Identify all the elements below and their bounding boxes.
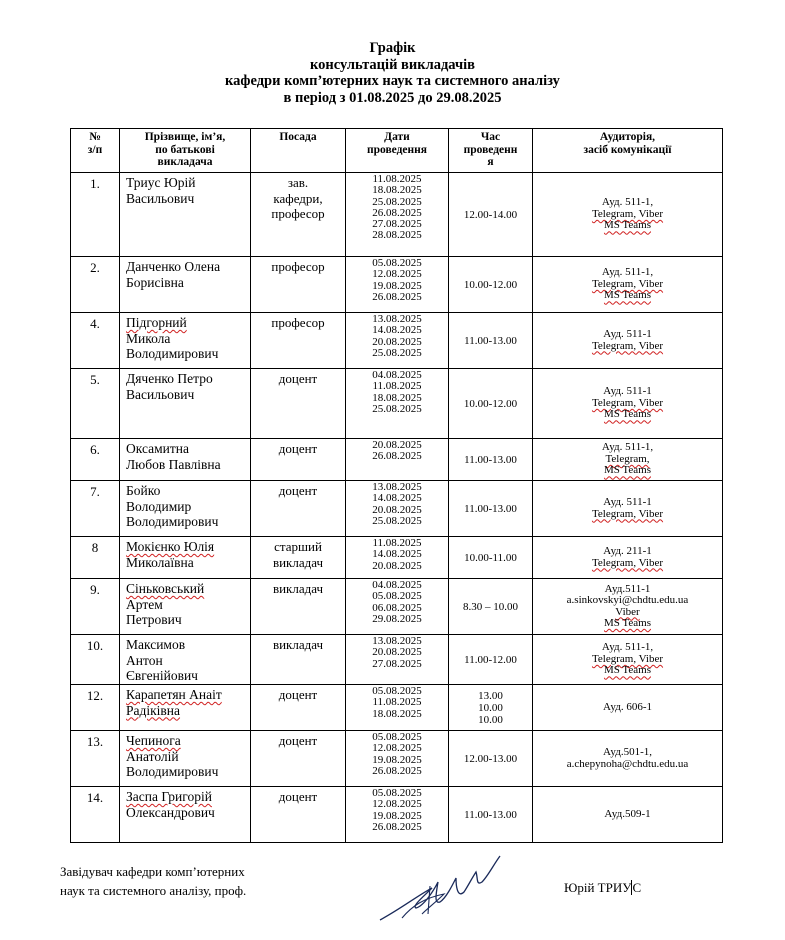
auditorium-communication-line: Ауд. 511-1 xyxy=(603,496,652,508)
consultation-time xyxy=(449,313,533,369)
consultation-time-line: 10.00-12.00 xyxy=(463,397,518,410)
teacher-name-line: Сіньковський xyxy=(126,581,205,596)
auditorium-communication xyxy=(533,439,723,481)
consultation-time xyxy=(449,685,533,731)
teacher-name-line: Олександрович xyxy=(126,804,215,820)
teacher-name-line: Миколаївна xyxy=(126,554,194,570)
teacher-position xyxy=(251,537,346,579)
consultation-dates xyxy=(346,173,449,257)
teacher-name-line: Дяченко Петро xyxy=(126,371,213,386)
teacher-name-line: Оксамитна xyxy=(126,441,190,456)
auditorium-communication xyxy=(533,313,723,369)
auditorium-communication-line: a.chepynoha@chdtu.edu.ua xyxy=(566,757,689,770)
consultation-time-line: 11.00-13.00 xyxy=(464,808,517,821)
title-line-3: кафедри комп’ютерних наук та системного аналізу xyxy=(225,73,560,89)
auditorium-communication-line: Ауд.509-1 xyxy=(604,807,651,820)
teacher-position-line: кафедри, xyxy=(273,190,323,206)
teacher-position-line: професор xyxy=(271,315,325,330)
consultation-time xyxy=(449,537,533,579)
consultation-time xyxy=(449,369,533,439)
row-number: 10. xyxy=(71,635,120,685)
auditorium-communication-line: Ауд. 606-1 xyxy=(603,700,652,713)
teacher-name-line: Володимирович xyxy=(126,346,219,361)
consultation-dates-line: 28.08.2025 xyxy=(372,229,422,242)
teacher-position-line: доцент xyxy=(278,441,318,456)
auditorium-communication-line: Telegram, Viber xyxy=(591,507,664,520)
teacher-name-line: Любов Павлівна xyxy=(126,456,221,472)
consultation-time xyxy=(449,257,533,313)
header-name xyxy=(120,129,251,173)
consultation-time-line: 12.00-13.00 xyxy=(463,752,518,765)
consultation-dates-line: 04.08.2025 xyxy=(372,579,422,591)
teacher-name-line: Бойко xyxy=(126,483,161,498)
teacher-position-line: професор xyxy=(271,259,325,274)
header-line: Час xyxy=(480,131,501,143)
consultation-dates-line: 11.08.2025 xyxy=(372,537,422,549)
consultation-dates-line: 13.08.2025 xyxy=(372,313,422,325)
auditorium-communication xyxy=(533,173,723,257)
consultation-dates-line: 11.08.2025 xyxy=(372,173,422,185)
auditorium-communication xyxy=(533,481,723,537)
table-row xyxy=(71,787,723,843)
auditorium-communication-line: Ауд. 511-1 xyxy=(603,385,652,398)
auditorium-communication xyxy=(533,537,723,579)
auditorium-communication xyxy=(533,257,723,313)
consultation-dates xyxy=(346,685,449,731)
signatory-title-line-1: Завідувач кафедри комп’ютерних xyxy=(60,864,245,879)
auditorium-communication xyxy=(533,685,723,731)
consultation-dates-line: 20.08.2025 xyxy=(372,559,422,572)
teacher-name-line: Мокієнко Юлія xyxy=(126,539,215,554)
table-header-row xyxy=(71,129,723,173)
teacher-position-line: зав. xyxy=(287,175,309,190)
teacher-position xyxy=(251,313,346,369)
auditorium-communication-line: Ауд. 511-1, xyxy=(601,266,654,279)
header-dates xyxy=(346,129,449,173)
teacher-position xyxy=(251,579,346,635)
consultation-dates-line: 18.08.2025 xyxy=(372,707,422,720)
teacher-name xyxy=(120,313,251,369)
auditorium-communication-line: Telegram, Viber xyxy=(591,396,664,409)
teacher-name-line: Карапетян Анаіт xyxy=(126,687,222,702)
teacher-name-line: Володимирович xyxy=(126,764,219,779)
consultation-dates-line: 05.08.2025 xyxy=(372,685,422,697)
row-number: 8 xyxy=(71,537,120,579)
table-row xyxy=(71,257,723,313)
teacher-position xyxy=(251,369,346,439)
table-body xyxy=(71,173,723,843)
consultation-time-line: 11.00-13.00 xyxy=(464,502,517,515)
teacher-position-line: доцент xyxy=(278,687,318,702)
auditorium-communication xyxy=(533,579,723,635)
title-line-4: в період з 01.08.2025 до 29.08.2025 xyxy=(283,89,502,106)
handwritten-signature xyxy=(372,848,512,928)
teacher-name xyxy=(120,257,251,313)
auditorium-communication-line: Ауд. 511-1, xyxy=(601,441,654,454)
teacher-name-line: Підгорний xyxy=(126,315,187,330)
consultation-time-line: 10.00 xyxy=(478,713,503,726)
auditorium-communication-line: Telegram, Viber xyxy=(591,277,664,290)
teacher-name-line: Артем xyxy=(126,596,163,612)
row-number: 9. xyxy=(71,579,120,635)
consultation-dates-line: 27.08.2025 xyxy=(372,657,422,670)
consultation-time xyxy=(449,731,533,787)
teacher-name-line: Євгенійович xyxy=(126,668,198,683)
signatory-title-line-2: наук та системного аналізу, проф. xyxy=(60,883,247,898)
consultation-dates-line: 14.08.2025 xyxy=(372,324,422,337)
header-num xyxy=(71,129,120,173)
auditorium-communication-line: a.sinkovskyi@chdtu.edu.ua xyxy=(566,594,689,606)
teacher-name-line: Анатолій xyxy=(126,748,179,764)
auditorium-communication xyxy=(533,731,723,787)
consultation-dates-line: 12.08.2025 xyxy=(372,268,422,281)
header-line: № xyxy=(89,131,101,143)
teacher-name xyxy=(120,635,251,685)
consultation-dates-line: 11.08.2025 xyxy=(372,380,422,393)
teacher-position xyxy=(251,787,346,843)
teacher-name xyxy=(120,173,251,257)
consultation-dates-line: 26.08.2025 xyxy=(372,764,422,777)
consultation-dates-line: 26.08.2025 xyxy=(372,290,422,303)
signatory-name xyxy=(564,880,641,896)
header-line: Прізвище, ім’я, xyxy=(144,131,226,143)
teacher-name-line: Максимов xyxy=(126,637,186,652)
teacher-name xyxy=(120,787,251,843)
consultation-dates-line: 04.08.2025 xyxy=(372,369,422,381)
consultation-dates-line: 11.08.2025 xyxy=(372,696,422,709)
consultation-dates xyxy=(346,481,449,537)
consultation-time xyxy=(449,481,533,537)
consultation-dates-line: 25.08.2025 xyxy=(372,402,422,415)
teacher-position xyxy=(251,635,346,685)
consultation-time xyxy=(449,439,533,481)
consultation-dates-line: 05.08.2025 xyxy=(372,590,422,603)
consultation-dates-line: 05.08.2025 xyxy=(372,731,422,743)
consultation-dates-line: 19.08.2025 xyxy=(372,279,422,292)
row-number: 12. xyxy=(71,685,120,731)
teacher-name xyxy=(120,685,251,731)
consultation-dates-line: 12.08.2025 xyxy=(372,742,422,755)
header-line: я xyxy=(487,156,494,168)
header-time xyxy=(449,129,533,173)
signatory-title xyxy=(60,862,246,900)
consultation-dates xyxy=(346,313,449,369)
teacher-name-line: Микола xyxy=(126,330,171,346)
teacher-name xyxy=(120,369,251,439)
consultation-dates-line: 19.08.2025 xyxy=(372,809,422,822)
row-number: 5. xyxy=(71,369,120,439)
auditorium-communication-line: Ауд.501-1, xyxy=(603,746,652,758)
consultation-dates-line: 13.08.2025 xyxy=(372,481,422,493)
row-number: 2. xyxy=(71,257,120,313)
consultation-time xyxy=(449,579,533,635)
teacher-name-line: Володимирович xyxy=(126,514,219,529)
row-number: 6. xyxy=(71,439,120,481)
consultation-dates-line: 20.08.2025 xyxy=(372,335,422,348)
teacher-position-line: викладач xyxy=(272,637,324,652)
consultation-dates-line: 25.08.2025 xyxy=(372,346,422,359)
row-number: 13. xyxy=(71,731,120,787)
teacher-position xyxy=(251,685,346,731)
consultation-dates-line: 19.08.2025 xyxy=(372,753,422,766)
title-line-1: Графік xyxy=(369,40,416,56)
consultation-dates-line: 25.08.2025 xyxy=(372,195,422,208)
header-line: з/п xyxy=(87,143,103,156)
consultation-time-line: 12.00-14.00 xyxy=(463,208,518,221)
row-number: 14. xyxy=(71,787,120,843)
consultation-dates-line: 27.08.2025 xyxy=(372,218,422,231)
header-line: Аудиторія, xyxy=(599,131,656,143)
signatory-name-text: Юрій ТРИУ xyxy=(564,880,632,895)
table-row xyxy=(71,635,723,685)
header-line: засіб комунікації xyxy=(583,143,672,156)
teacher-position xyxy=(251,731,346,787)
teacher-name-line: Володимир xyxy=(126,498,192,514)
table-row xyxy=(71,313,723,369)
teacher-name-line: Триус Юрій xyxy=(126,175,196,190)
auditorium-communication-line: MS Teams xyxy=(603,617,651,629)
teacher-position-line: викладач xyxy=(272,581,324,596)
auditorium-communication-line: MS Teams xyxy=(603,664,651,677)
teacher-name-line: Петрович xyxy=(126,612,182,627)
auditorium-communication-line: MS Teams xyxy=(603,464,651,477)
row-number: 7. xyxy=(71,481,120,537)
teacher-name-line: Заспа Григорій xyxy=(126,789,212,804)
consultation-time-line: 11.00-13.00 xyxy=(464,453,517,466)
consultation-dates xyxy=(346,787,449,843)
teacher-name-line: Чепинога xyxy=(126,733,181,748)
teacher-position xyxy=(251,481,346,537)
consultation-dates-line: 18.08.2025 xyxy=(372,391,422,404)
consultation-dates-line: 14.08.2025 xyxy=(372,492,422,505)
header-line: викладача xyxy=(157,156,213,168)
auditorium-communication xyxy=(533,787,723,843)
consultation-dates-line: 26.08.2025 xyxy=(372,820,422,833)
consultation-time-line: 10.00-11.00 xyxy=(464,551,517,564)
consultation-time-line: 8.30 – 10.00 xyxy=(463,600,518,613)
auditorium-communication-line: Telegram, Viber xyxy=(591,652,664,665)
teacher-name-line: Данченко Олена xyxy=(126,259,221,274)
teacher-position xyxy=(251,439,346,481)
consultation-table xyxy=(70,128,723,843)
auditorium-communication-line: Ауд. 211-1 xyxy=(603,545,652,557)
teacher-name-line: Антон xyxy=(126,652,163,668)
teacher-name-line: Борисівна xyxy=(126,274,184,290)
teacher-position-line: доцент xyxy=(278,789,318,804)
teacher-position-line: доцент xyxy=(278,371,318,386)
teacher-position-line: доцент xyxy=(278,733,318,748)
consultation-dates xyxy=(346,635,449,685)
header-auditorium xyxy=(533,129,723,173)
consultation-dates-line: 26.08.2025 xyxy=(372,206,422,219)
consultation-dates-line: 05.08.2025 xyxy=(372,787,422,799)
auditorium-communication xyxy=(533,369,723,439)
consultation-time-line: 13.00 xyxy=(478,689,503,702)
consultation-dates xyxy=(346,257,449,313)
header-line: Посада xyxy=(279,131,317,143)
table-row xyxy=(71,369,723,439)
teacher-name-line: Васильович xyxy=(126,386,195,402)
auditorium-communication-line: Telegram, xyxy=(605,452,650,465)
auditorium-communication xyxy=(533,635,723,685)
teacher-position-line: професор xyxy=(271,206,325,221)
auditorium-communication-line: Ауд. 511-1, xyxy=(601,196,654,209)
teacher-position xyxy=(251,257,346,313)
auditorium-communication-line: MS Teams xyxy=(603,219,651,232)
auditorium-communication-line: MS Teams xyxy=(603,408,651,421)
consultation-time xyxy=(449,173,533,257)
consultation-dates-line: 14.08.2025 xyxy=(372,548,422,561)
table-row xyxy=(71,173,723,257)
consultation-dates xyxy=(346,579,449,635)
header-line: проведенн xyxy=(463,143,518,156)
consultation-dates-line: 13.08.2025 xyxy=(372,635,422,647)
consultation-dates-line: 05.08.2025 xyxy=(372,257,422,269)
teacher-name-line: Радіківна xyxy=(126,702,181,718)
consultation-dates-line: 20.08.2025 xyxy=(372,503,422,516)
consultation-dates-line: 12.08.2025 xyxy=(372,798,422,811)
teacher-position-line: викладач xyxy=(272,554,324,570)
consultation-time-line: 11.00-12.00 xyxy=(464,653,517,666)
row-number: 4. xyxy=(71,313,120,369)
consultation-dates-line: 18.08.2025 xyxy=(372,184,422,197)
consultation-dates-line: 06.08.2025 xyxy=(372,601,422,614)
header-line: по батькові xyxy=(155,143,215,156)
table-row xyxy=(71,579,723,635)
auditorium-communication-line: Telegram, Viber xyxy=(591,556,664,569)
table-row xyxy=(71,731,723,787)
teacher-name xyxy=(120,537,251,579)
consultation-dates-line: 25.08.2025 xyxy=(372,514,422,527)
header-line: Дати xyxy=(384,131,410,143)
consultation-time-line: 11.00-13.00 xyxy=(464,334,517,347)
consultation-dates-line: 29.08.2025 xyxy=(372,612,422,625)
signatory-name-text-end: С xyxy=(632,880,642,895)
header-position xyxy=(251,129,346,173)
consultation-dates xyxy=(346,439,449,481)
consultation-dates-line: 26.08.2025 xyxy=(372,450,422,463)
title-line-2: консультацій викладачів xyxy=(309,56,476,73)
auditorium-communication-line: Ауд. 511-1 xyxy=(603,328,652,340)
consultation-time-line: 10.00 xyxy=(478,701,503,714)
teacher-name xyxy=(120,731,251,787)
consultation-dates xyxy=(346,731,449,787)
consultation-time xyxy=(449,787,533,843)
auditorium-communication-line: Ауд. 511-1, xyxy=(601,641,654,654)
teacher-position-line: старший xyxy=(274,539,322,554)
teacher-position xyxy=(251,173,346,257)
auditorium-communication-line: Viber xyxy=(615,605,640,618)
table-row xyxy=(71,439,723,481)
header-line: проведення xyxy=(366,143,428,156)
consultation-dates xyxy=(346,369,449,439)
consultation-dates-line: 20.08.2025 xyxy=(372,439,422,451)
auditorium-communication-line: Ауд.511-1 xyxy=(604,582,651,595)
auditorium-communication-line: Telegram, Viber xyxy=(591,207,664,220)
table-row xyxy=(71,537,723,579)
teacher-name xyxy=(120,579,251,635)
table-row xyxy=(71,685,723,731)
consultation-dates-line: 20.08.2025 xyxy=(372,646,422,659)
consultation-time-line: 10.00-12.00 xyxy=(463,278,518,291)
teacher-name xyxy=(120,481,251,537)
consultation-dates xyxy=(346,537,449,579)
consultation-time xyxy=(449,635,533,685)
teacher-name-line: Васильович xyxy=(126,190,195,206)
teacher-name xyxy=(120,439,251,481)
teacher-position-line: доцент xyxy=(278,483,318,498)
auditorium-communication-line: Telegram, Viber xyxy=(591,339,664,352)
document-title xyxy=(0,40,785,106)
auditorium-communication-line: MS Teams xyxy=(603,289,651,302)
row-number: 1. xyxy=(71,173,120,257)
table-row xyxy=(71,481,723,537)
